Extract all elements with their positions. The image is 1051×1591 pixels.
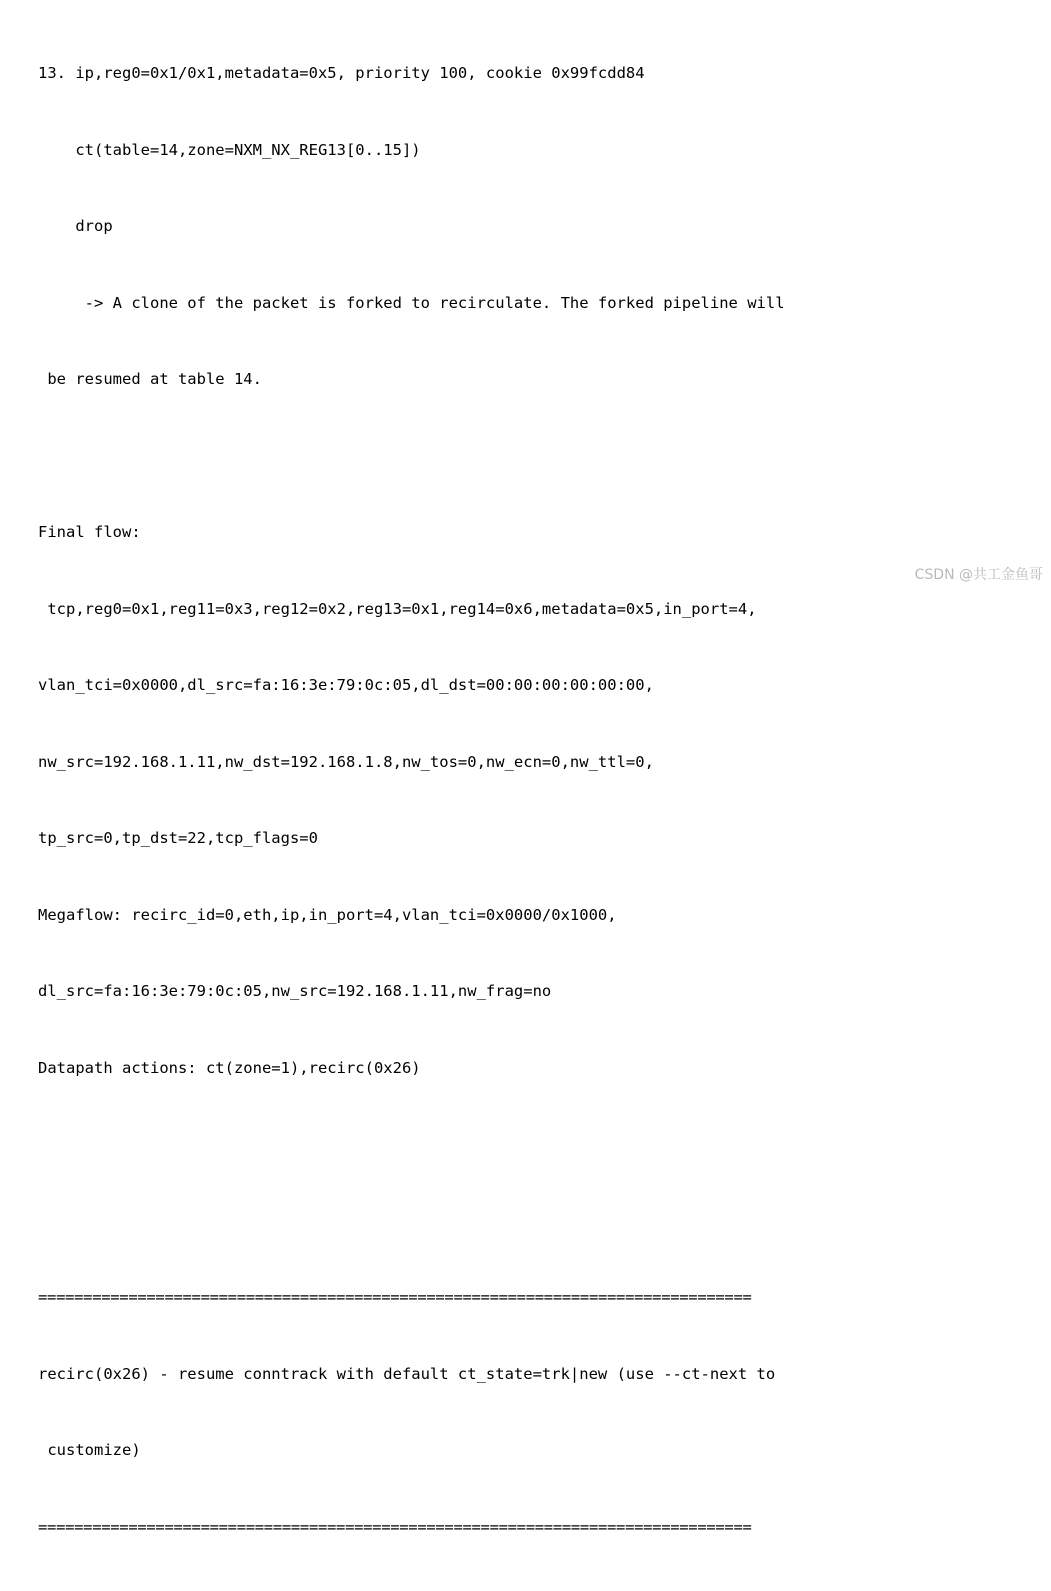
separator-top: ===============================================================================	[38, 1288, 752, 1306]
separator-bottom: ===============================================================================	[38, 1517, 752, 1536]
output-line: tp_src=0,tp_dst=22,tcp_flags=0	[38, 829, 318, 847]
output-line-datapath-actions: Datapath actions: ct(zone=1),recirc(0x26)	[38, 1058, 421, 1077]
output-line-megaflow: Megaflow: recirc_id=0,eth,ip,in_port=4,vlan_tci=0x0000/0x1000,	[38, 905, 617, 924]
output-blank-line	[38, 444, 1037, 470]
output-line: -> A clone of the packet is forked to recirculate. The forked pipeline will	[38, 293, 785, 312]
output-line: be resumed at table 14.	[38, 370, 262, 388]
output-blank-line	[38, 1209, 1037, 1235]
output-body	[38, 10, 1037, 1591]
recirc-description-line-2: customize)	[38, 1441, 141, 1459]
output-line: ct(table=14,zone=NXM_NX_REG13[0..15])	[38, 140, 421, 159]
recirc-description-line-1: recirc(0x26) - resume conntrack with default ct_state=trk|new (use --ct-next to	[38, 1364, 776, 1383]
output-line: nw_src=192.168.1.11,nw_dst=192.168.1.8,nw_tos=0,nw_ecn=0,nw_ttl=0,	[38, 752, 654, 771]
output-line-final-flow-header: Final flow:	[38, 523, 141, 541]
output-line: vlan_tci=0x0000,dl_src=fa:16:3e:79:0c:05,dl_dst=00:00:00:00:00:00,	[38, 676, 654, 694]
output-blank-line	[38, 1132, 1037, 1158]
output-line: tcp,reg0=0x1,reg11=0x3,reg12=0x2,reg13=0x1,reg14=0x6,metadata=0x5,in_port=4,	[38, 599, 757, 618]
output-line: dl_src=fa:16:3e:79:0c:05,nw_src=192.168.1.11,nw_frag=no	[38, 982, 552, 1000]
csdn-watermark: CSDN @共工金鱼哥	[914, 567, 1043, 583]
output-line: 13. ip,reg0=0x1/0x1,metadata=0x5, priority 100, cookie 0x99fcdd84	[38, 64, 645, 82]
output-line: drop	[38, 217, 113, 235]
